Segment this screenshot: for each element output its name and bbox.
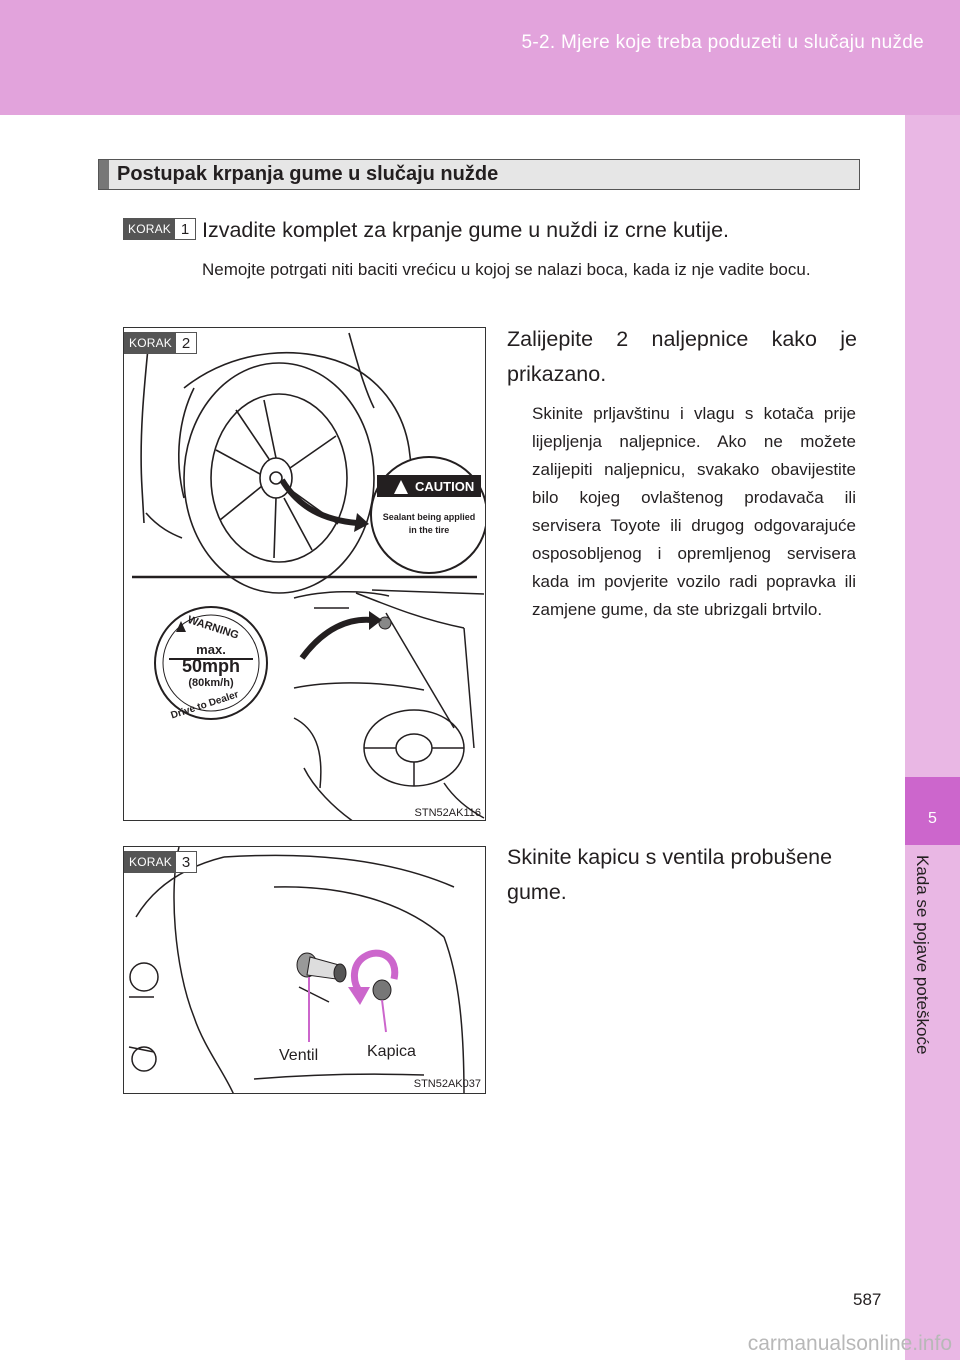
step-3-instruction: Skinite kapicu s ventila probušene gume. <box>507 845 833 904</box>
section-heading-bar <box>98 159 860 190</box>
step-2-note: Skinite prljavštinu i vlagu s kotača prije lijepljenja naljepnice. Ako ne možete zalijepiti naljepnicu, svakako obavijestite bilo kojeg ovlaštenog prodavača ili servisera Toyote ili drugog odgovarajuće osposobljenog i opremljenog servisera kada im povjerite vozilo radi popravka ili zamjene gume, da ste ubrizgali brtvilo. <box>532 404 856 619</box>
step-badge-label: KORAK <box>124 219 175 239</box>
page-number: 587 <box>853 1290 882 1309</box>
cap-label: Kapica <box>367 1043 416 1060</box>
stickers-illustration <box>124 328 486 821</box>
figure-code: STN52AK116 <box>414 807 481 819</box>
watermark: carmanualsonline.info <box>747 1332 952 1355</box>
figure-valve-cap <box>123 846 486 1094</box>
valve-label: Ventil <box>279 1047 319 1064</box>
caution-line-1: Sealant being applied <box>382 512 476 522</box>
step-badge-number: 1 <box>175 219 195 239</box>
section-title: Postupak krpanja gume u slučaju nužde <box>117 163 499 185</box>
chapter-number: 5 <box>928 810 937 827</box>
figure-code: STN52AK037 <box>413 1078 481 1090</box>
step-badge-label: KORAK <box>125 333 176 353</box>
warning-speed: 50mph <box>181 656 241 676</box>
step-badge-number: 2 <box>176 333 196 353</box>
header-band <box>0 0 960 115</box>
step-badge-number: 3 <box>176 852 196 872</box>
figure-stickers <box>123 327 486 821</box>
valve-illustration <box>124 847 486 1094</box>
caution-heading: CAUTION <box>415 479 475 494</box>
step-badge-3 <box>124 851 197 873</box>
warning-kmh: (80km/h) <box>188 677 234 689</box>
step-1-instruction: Izvadite komplet za krpanje gume u nuždi iz crne kutije. <box>202 218 730 242</box>
caution-line-2: in the tire <box>408 525 450 535</box>
step-badge-2 <box>124 332 197 354</box>
warning-heading: WARNING <box>185 613 241 642</box>
warning-footer: Drive to Dealer <box>169 689 241 722</box>
side-thumb-strip <box>905 115 960 1360</box>
step-2-instruction: Zalijepite 2 naljepnice kako je prikazano. <box>507 327 857 386</box>
heading-marker <box>99 160 109 189</box>
step-badge-label: KORAK <box>125 852 176 872</box>
running-header: 5-2. Mjere koje treba poduzeti u slučaju nužde <box>521 32 924 53</box>
warning-max: max. <box>196 642 226 657</box>
step-1-note: Nemojte potrgati niti baciti vrećicu u kojoj se nalazi boca, kada iz nje vadite bocu. <box>202 260 811 279</box>
step-badge-1 <box>123 218 196 240</box>
chapter-title: Kada se pojave poteškoće <box>913 855 932 1055</box>
